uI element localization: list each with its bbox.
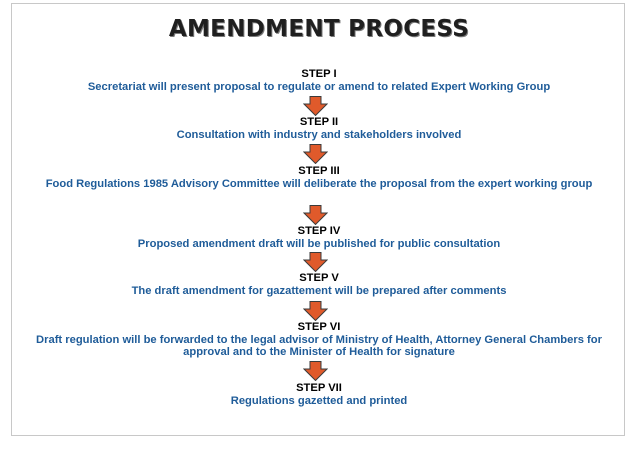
- down-arrow-icon: [303, 205, 328, 225]
- step-2-text: Consultation with industry and stakeholders involved: [176, 128, 462, 141]
- step-2-label: STEP II: [299, 116, 339, 128]
- step-3: [30, 165, 608, 190]
- step-5: [30, 272, 608, 297]
- step-6-label: STEP VI: [297, 321, 341, 333]
- step-6-text: Draft regulation will be forwarded to the legal advisor of Ministry of Health, Attorney General Chambers for approval and to the Minister of Health for signature: [36, 333, 602, 358]
- down-arrow-icon: [303, 144, 328, 164]
- step-1-label: STEP I: [301, 68, 337, 80]
- step-3-text: Food Regulations 1985 Advisory Committee will deliberate the proposal from the expert working group: [45, 177, 593, 190]
- down-arrow-icon: [303, 361, 328, 381]
- step-4-text: Proposed amendment draft will be published for public consultation: [137, 237, 501, 250]
- step-1-text: Secretariat will present proposal to regulate or amend to related Expert Working Group: [87, 80, 551, 93]
- step-3-label: STEP III: [298, 165, 340, 177]
- down-arrow-icon: [303, 301, 328, 321]
- down-arrow-icon: [303, 96, 328, 116]
- step-2: [30, 116, 608, 141]
- step-7-label: STEP VII: [296, 382, 342, 394]
- step-4-label: STEP IV: [297, 225, 341, 237]
- step-5-label: STEP V: [299, 272, 339, 284]
- down-arrow-icon: [303, 252, 328, 272]
- step-7: [30, 382, 608, 407]
- step-6: [20, 321, 618, 359]
- step-1: [30, 68, 608, 93]
- page-title: AMENDMENT PROCESS: [168, 16, 470, 42]
- step-4: [30, 225, 608, 250]
- step-5-text: The draft amendment for gazattement will be prepared after comments: [131, 284, 507, 297]
- step-7-text: Regulations gazetted and printed: [230, 394, 408, 407]
